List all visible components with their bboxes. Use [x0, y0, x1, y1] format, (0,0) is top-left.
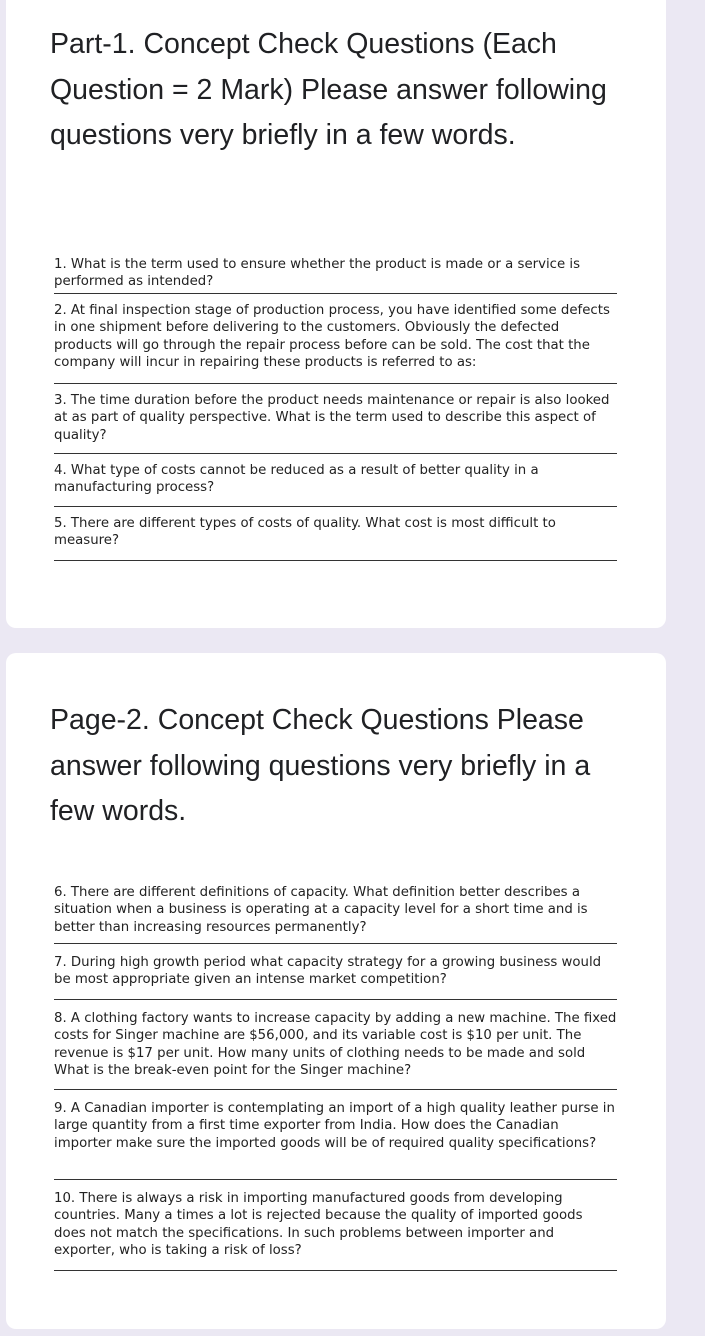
question-item: 5. There are different types of costs of quality. What cost is most difficult to measure? — [54, 515, 617, 561]
question-item: 8. A clothing factory wants to increase capacity by adding a new machine. The fixed costs for Singer machine are $56,000, and its variable cost is $10 per unit. The revenue is $17 per unit. How many units of clothing needs to be made and sold What is the break-even point for the Singer machine? — [54, 1010, 617, 1090]
section-title: Part-1. Concept Check Questions (Each Question = 2 Mark) Please answer following questions very briefly in a few words. — [50, 28, 607, 151]
question-item: 7. During high growth period what capacity strategy for a growing business would be most appropriate given an intense market competition? — [54, 954, 617, 1000]
question-item: 1. What is the term used to ensure whether the product is made or a service is performed as intended? — [54, 256, 617, 294]
section-title: Page-2. Concept Check Questions Please answer following questions very briefly in a few words. — [50, 704, 591, 827]
question-item: 3. The time duration before the product needs maintenance or repair is also looked at as part of quality perspective. What is the term used to describe this aspect of quality? — [54, 392, 617, 454]
section-card-page-2 — [6, 653, 666, 1329]
question-item: 4. What type of costs cannot be reduced as a result of better quality in a manufacturing process? — [54, 462, 617, 507]
section-card-part-1 — [6, 0, 666, 628]
question-item: 9. A Canadian importer is contemplating an import of a high quality leather purse in large quantity from a first time exporter from India. How does the Canadian importer make sure the imported goods will be of required quality specifications? — [54, 1100, 617, 1180]
question-item: 6. There are different definitions of capacity. What definition better describes a situation when a business is operating at a capacity level for a short time and is better than increasing resources permanently? — [54, 884, 617, 944]
question-list — [54, 256, 617, 569]
question-list — [54, 884, 617, 1281]
question-item: 10. There is always a risk in importing manufactured goods from developing countries. Many a times a lot is rejected because the quality of imported goods does not match the specifications. In such problems between importer and exporter, who is taking a risk of loss? — [54, 1190, 617, 1271]
question-item: 2. At final inspection stage of production process, you have identified some defects in one shipment before delivering to the customers. Obviously the defected products will go through the repair process before can be sold. The cost that the company will incur in repairing these products is referred to as: — [54, 302, 617, 384]
